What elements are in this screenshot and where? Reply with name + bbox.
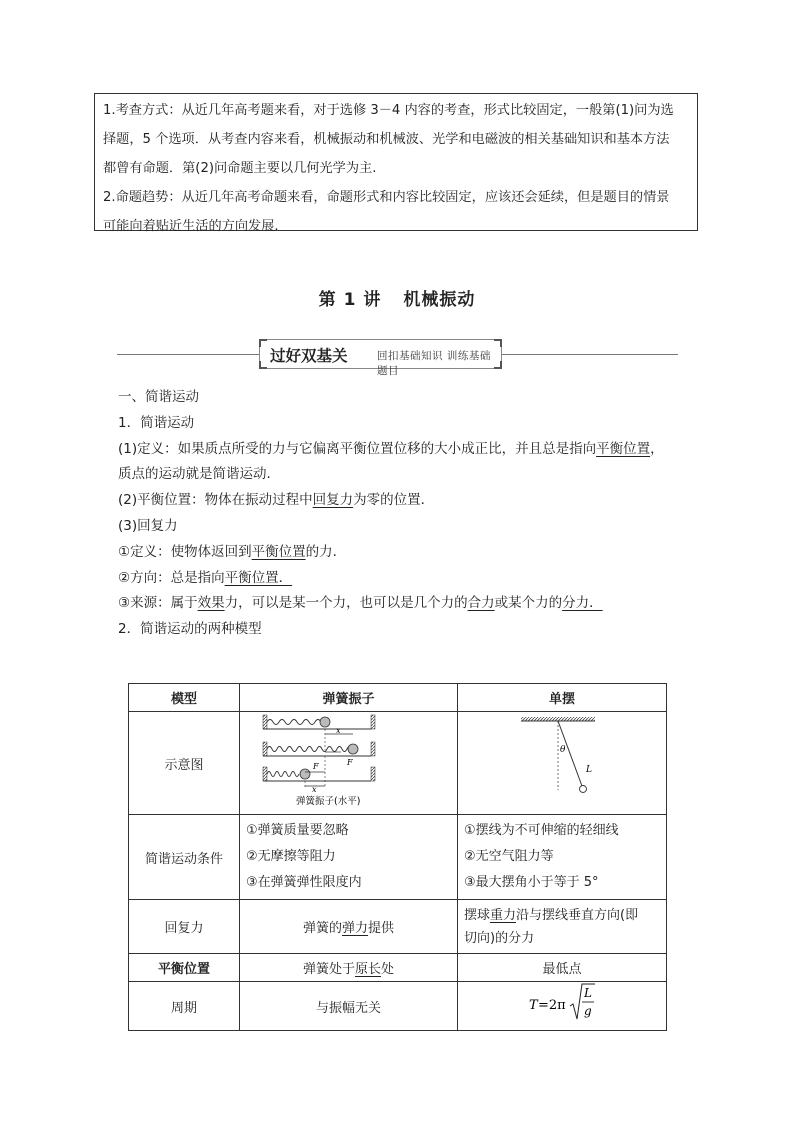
list-item: ③最大摆角小于等于 5° [464,875,599,890]
pendulum-restoring: 摆球重力沿与摆线垂直方向(即 切向)的分力 [458,900,667,954]
spring-conditions [240,815,458,900]
spring-restoring: 弹簧的弹力提供 [240,900,458,954]
overview-line: 2.命题趋势：从近几年高考命题来看，命题形式和内容比较固定，应该还会延续，但是题目的情景 [103,190,670,205]
restoring-force-source: ③来源：属于效果力，可以是某一个力，也可以是几个力的合力或某个力的分力． [118,595,603,612]
svg-text:=2π: =2π [538,998,566,1013]
pendulum-period [458,982,667,1031]
svg-text:L: L [584,986,592,1000]
svg-text:T: T [529,998,538,1013]
spring-label-f1: F [346,758,353,767]
models-table [128,683,667,1031]
row-label-conditions: 简谐运动条件 [129,815,240,900]
lecture-name: 机械振动 [403,290,476,310]
row-label-equilibrium: 平衡位置 [129,954,240,982]
section-divider-right [502,354,678,355]
row-label-diagram: 示意图 [129,712,240,815]
table-header-row [129,684,667,712]
table-row-period [129,982,667,1031]
spring-oscillator-diagram [241,712,457,810]
pendulum-label-theta: θ [559,745,565,755]
definition-line: (1)定义：如果质点所受的力与它偏离平衡位置位移的大小成正比，并且总是指向平衡位置， [118,440,664,457]
section-badge [259,339,502,377]
overview-line: 1.考查方式：从近几年高考题来看，对于选修 3－4 内容的考查，形式比较固定，一般第(1)问为选 [103,103,674,118]
lecture-number: 第 1 讲 [318,290,382,310]
spring-diagram-caption: 弹簧振子(水平) [295,796,360,807]
svg-text:g: g [584,1004,592,1018]
overview-line: 择题，5 个选项．从考查内容来看，机械振动和机械波、光学和电磁波的相关基础知识和基本方法 [103,132,670,147]
list-item: ②无摩擦等阻力 [246,849,336,864]
table-row-conditions [129,815,667,900]
table-row-restoring [129,900,667,954]
spring-label-f2: F [312,762,319,771]
spring-equilibrium: 弹簧处于原长处 [240,954,458,982]
body-content [118,385,698,643]
section-badge-subtitle: 回扣基础知识 训练基础题目 [377,350,491,377]
spring-label-x1: x [335,726,341,735]
table-row-diagram [129,712,667,815]
overview-line: 可能向着贴近生活的方向发展. [103,219,279,234]
pendulum-conditions [458,815,667,900]
equilibrium-line: (2)平衡位置：物体在振动过程中回复力为零的位置． [118,492,435,509]
restoring-force-direction: ②方向：总是指向平衡位置． [118,569,293,586]
header-model: 模型 [129,684,240,712]
list-item: ①摆线为不可伸缩的轻细线 [464,823,619,838]
definition-continuation: 质点的运动就是简谐运动． [118,466,280,483]
spring-diagram-cell [240,712,458,815]
spring-period: 与振幅无关 [240,982,458,1031]
list-item: ③在弹簧弹性限度内 [246,875,362,890]
pendulum-label-L: L [585,765,592,775]
row-label-period: 周期 [129,982,240,1031]
two-models-heading: 2．简谐运动的两种模型 [118,621,262,638]
lecture-title [0,285,794,310]
pendulum-equilibrium: 最低点 [458,954,667,982]
row-label-restoring: 回复力 [129,900,240,954]
restoring-force-definition: ①定义：使物体返回到平衡位置的力． [118,543,347,560]
header-pendulum: 单摆 [458,684,667,712]
section-badge-title: 过好双基关 [270,347,348,365]
list-item: ②无空气阻力等 [464,849,554,864]
section-divider-left [117,354,259,355]
pendulum-period-formula [527,982,597,1026]
list-item: ①弹簧质量要忽略 [246,823,349,838]
overview-line: 都曾有命题．第(2)问命题主要以几何光学为主. [103,161,377,176]
exam-overview-box [94,93,698,234]
subheading-simple-harmonic: 1．简谐运动 [118,414,195,431]
spring-label-x2: x [311,785,317,794]
table-row-equilibrium [129,954,667,982]
header-spring: 弹簧振子 [240,684,458,712]
restoring-force-heading: (3)回复力 [118,517,178,534]
simple-pendulum-diagram [459,712,666,810]
heading-simple-harmonic: 一、简谐运动 [118,389,199,405]
pendulum-diagram-cell [458,712,667,815]
